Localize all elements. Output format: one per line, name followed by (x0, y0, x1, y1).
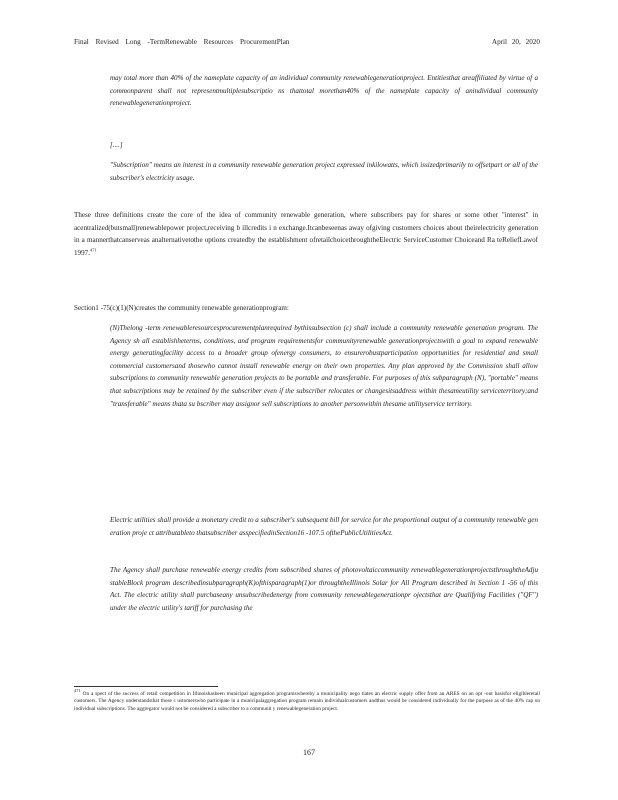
quote-subscription-definition: "Subscription" means an interest in a community renewable generation project expressed inkilowatts, which issizedprimarily to offsetpart or all of the subscriber's electricity usage. (110, 161, 538, 182)
body-paragraph-text: These three definitions create the core of the idea of community renewable generation, where subscribers pay for shares or some other "interest" in acentralized(butsmall)renewablepower project,receiving b illcredits i n exchange.Itcanbeseenas away ofgiving customers choices about theirelectricity generation in a mannerthatcanserveas analternativetothe options createdby the establishment ofretailchoicethroughtheElectric ServiceCustomer Choiceand Ra teReliefLawof 1997. (74, 211, 538, 257)
quote-ellipsis: [....] (110, 141, 123, 149)
footnote-divider (74, 686, 218, 687)
footnote-ref: 471 (89, 247, 97, 253)
body-paragraph-definitions (74, 209, 538, 259)
page-number: 167 (303, 748, 315, 757)
footnote-text: On a spect of the success of retail competition in Illinoishasbeen municipal aggregation programswhereby a municipality nego tiates an electric supply offer from an ARES on an opt -out basisfor eligibleretail customers. The Agency understandsthat those c ustomerswho participate in a municipalaggregation program remain individualcustomers andthus would be considered individually for the purpose as of the 40% cap on individual subscriptions. The aggregator would not be considered a subscriber to a communit y renewablegeneration project. (74, 691, 540, 712)
footnote (74, 688, 540, 713)
quote-utility-credit: Electric utilities shall provide a monetary credit to a subscriber's subsequent bill for service for the proportional output of a community renewable gen eration proje ct attributableto thatsubscriber asspecifiedinSection16 -107.5 ofthePublicUtilitiesAct. (110, 516, 539, 537)
footnote-mark: 471 (74, 688, 81, 694)
quote-subscriber-cap: may total more than 40% of the nameplate capacity of an individual community renewablegenerationproject. Entitiesthat areaffiliated by virtue of a commonparent shall not representmultiplesubscriptio ns thattotal morethan40% of the nameplate capacity of anindividual community renewablegenerationproject. (110, 74, 538, 108)
quote-agency-purchase: The Agency shall purchase renewable energy credits from subscribed shares of photovoltaiccommunity renewablegenerationprojectsthroughtheAdju stableBlock program describedinsubparagraph(K)ofthisparagraph(1)or throughtheIllinois Solar for All Program described in Section 1 -56 of this Act. The electric utility shall purchaseany unsubscribedenergy from community renewablegenerationpr ojectsthat are Qualifying Facilities ("QF") under the electric utility's tariff for purchasing the (110, 566, 538, 612)
body-paragraph-section: Section1 -75(c)(1)(N)creates the community renewable generationprogram: (74, 304, 289, 312)
header-date: April 20, 2020 (491, 38, 540, 46)
header-title: Final Revised Long -TermRenewable Resources ProcurementPlan (74, 38, 290, 46)
quote-program-requirements: (N)Thelong -term renewableresourcesprocurementplanrequired bythissubsection (c) shall include a community renewable generation program. The Agency sh all establishheterms, conditions, and program requirementsfor communityrenewable generationprojectswith a goal to expand renewable energy generatingfacility access to a broader group ofenergy consumers, to ensurerobustparticipation opportunities for residential and small commercial customersand thosewho cannot install renewable energy on their own properties. Any plan approved by the Commission shall allow subscriptions to community renewable generation projects to be portable and transferable. For purposes of this subparagraph (N), "portable" means that subscriptions may be retained by the subscriber even if the subscriber relocates or changesitsaddress within thesameutility serviceterritory;and "transferable" means thata su bscriber may assignor sell subscriptions to another personwithin thesame utilityservice territory. (110, 324, 538, 408)
